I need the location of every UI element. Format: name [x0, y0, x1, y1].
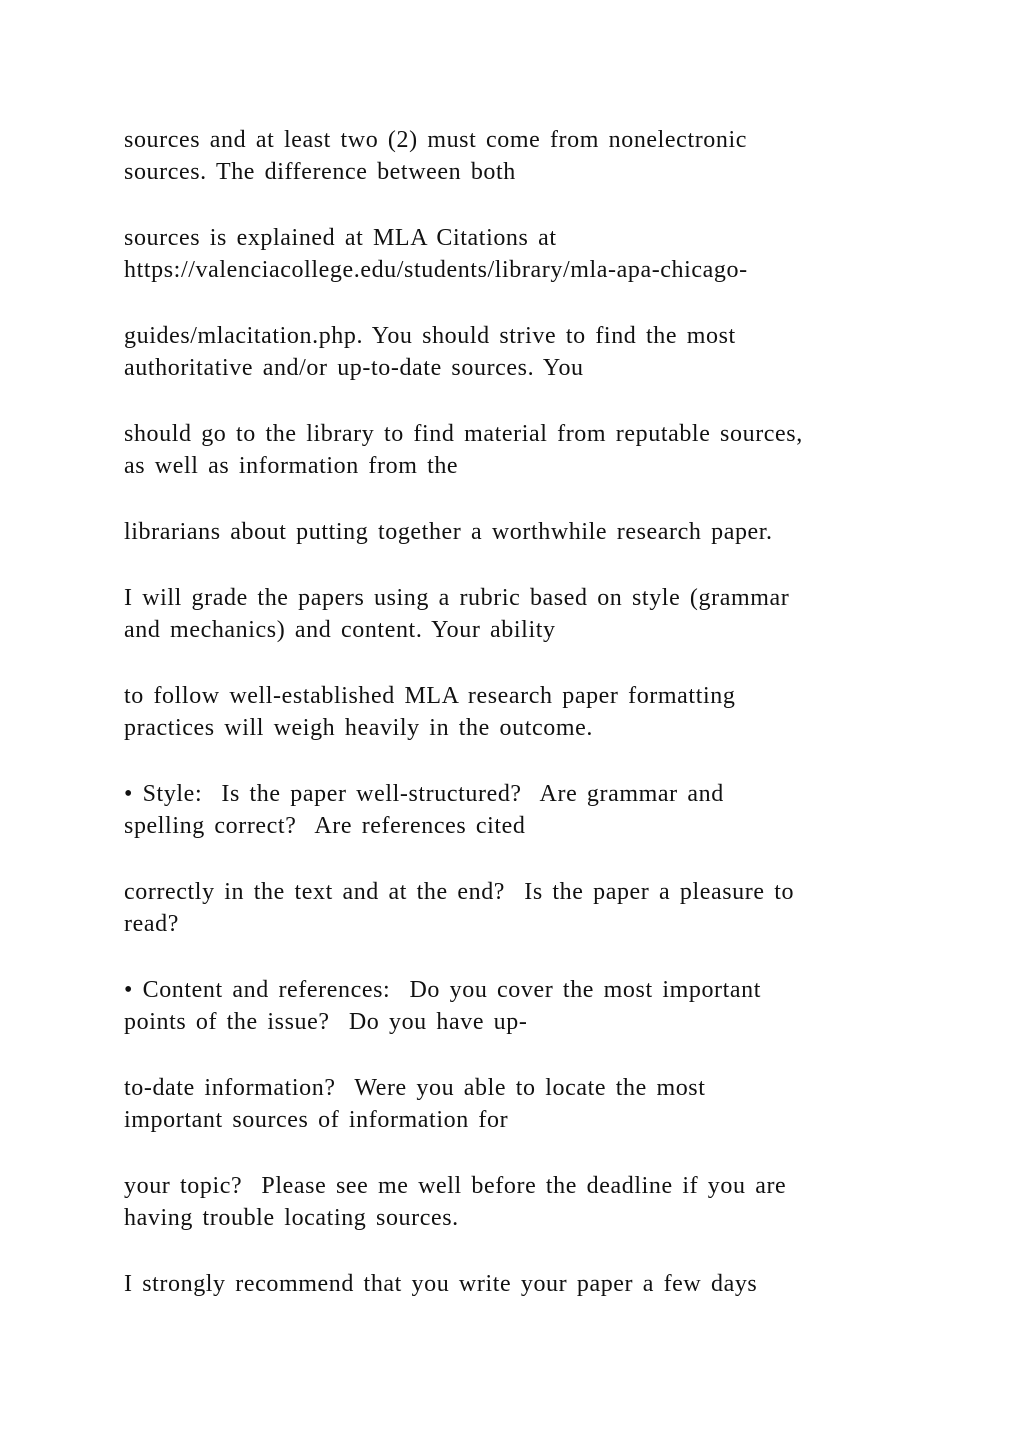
text-line: sources. The difference between both	[124, 159, 516, 185]
text-line: I strongly recommend that you write your paper a few days	[124, 1271, 758, 1297]
text-line: spelling correct? Are references cited	[124, 813, 526, 839]
text-line: to-date information? Were you able to locate the most	[124, 1075, 706, 1101]
text-line: having trouble locating sources.	[124, 1205, 459, 1231]
text-line: to follow well-established MLA research paper formatting	[124, 683, 736, 709]
text-line: https://valenciacollege.edu/students/library/mla-apa-chicago-	[124, 257, 748, 283]
text-line: correctly in the text and at the end? Is the paper a pleasure to	[124, 879, 795, 905]
text-line: your topic? Please see me well before the deadline if you are	[124, 1173, 787, 1199]
bullet-line: • Content and references: Do you cover the most important	[124, 977, 762, 1003]
text-line: read?	[124, 911, 179, 937]
text-line: practices will weigh heavily in the outcome.	[124, 715, 593, 741]
text-line: sources is explained at MLA Citations at	[124, 225, 557, 251]
text-line: librarians about putting together a worthwhile research paper.	[124, 519, 773, 545]
text-line: should go to the library to find material from reputable sources,	[124, 421, 803, 447]
text-line: guides/mlacitation.php. You should strive to find the most	[124, 323, 736, 349]
text-line: and mechanics) and content. Your ability	[124, 617, 556, 643]
text-line: authoritative and/or up-to-date sources. You	[124, 355, 584, 381]
text-line: important sources of information for	[124, 1107, 509, 1133]
text-line: points of the issue? Do you have up-	[124, 1009, 528, 1035]
text-line: I will grade the papers using a rubric based on style (grammar	[124, 585, 790, 611]
text-line: as well as information from the	[124, 453, 459, 479]
text-line: sources and at least two (2) must come from nonelectronic	[124, 127, 748, 153]
bullet-line: • Style: Is the paper well-structured? Are grammar and	[124, 781, 724, 807]
